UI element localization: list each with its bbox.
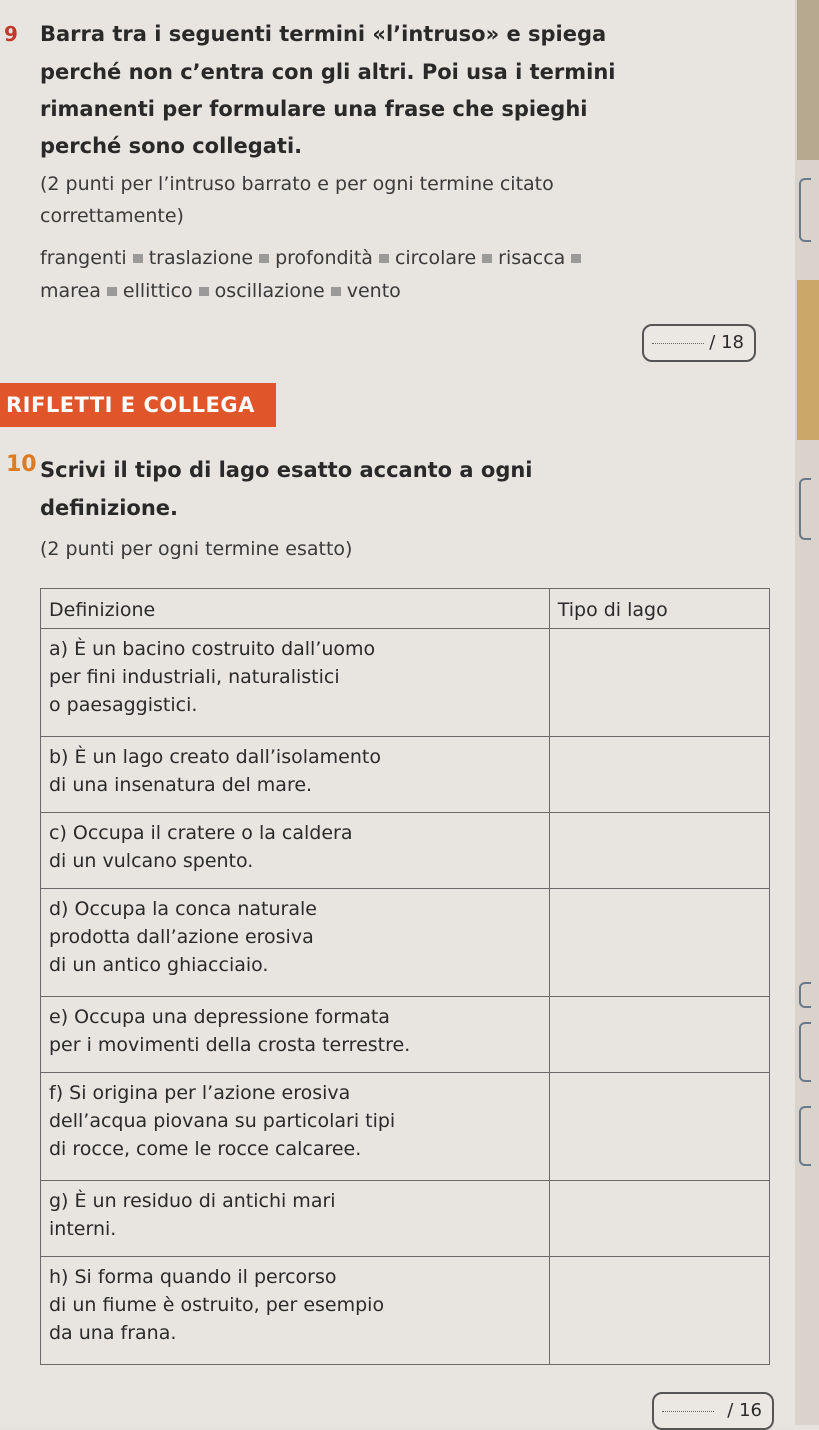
exercise-10-scoring: (2 punti per ogni termine esatto) bbox=[40, 538, 353, 560]
table-row bbox=[41, 1073, 770, 1181]
answer-cell[interactable] bbox=[549, 997, 769, 1073]
exercise-10-score-box[interactable] bbox=[652, 1392, 774, 1430]
term[interactable]: marea bbox=[40, 280, 101, 302]
table-row bbox=[41, 629, 770, 737]
exercise-9-scoring-line-1: (2 punti per l’intruso barrato e per ogni termine citato bbox=[40, 173, 554, 195]
answer-cell[interactable] bbox=[549, 889, 769, 997]
exercise-9-instruction-line-2: perché non c’entra con gli altri. Poi usa i termini bbox=[40, 60, 616, 84]
answer-cell[interactable] bbox=[549, 813, 769, 889]
adjacent-page-photo bbox=[797, 0, 819, 160]
exercise-10-instruction-line-1: Scrivi il tipo di lago esatto accanto a ogni bbox=[40, 458, 533, 482]
section-banner: RIFLETTI E COLLEGA bbox=[0, 383, 276, 427]
separator-square-icon bbox=[107, 287, 117, 296]
terms-list-line-2 bbox=[40, 280, 401, 302]
adjacent-page-photo bbox=[797, 280, 819, 440]
separator-square-icon bbox=[133, 254, 143, 263]
terms-list-line-1 bbox=[40, 247, 587, 269]
adjacent-page-bracket bbox=[799, 1106, 811, 1166]
separator-square-icon bbox=[259, 254, 269, 263]
definition-cell: c) Occupa il cratere o la caldera di un vulcano spento. bbox=[41, 813, 550, 889]
answer-cell[interactable] bbox=[549, 1181, 769, 1257]
separator-square-icon bbox=[571, 254, 581, 263]
term[interactable]: traslazione bbox=[148, 247, 254, 269]
answer-cell[interactable] bbox=[549, 1257, 769, 1365]
score-total: / 18 bbox=[709, 332, 744, 353]
adjacent-page-bracket bbox=[799, 1022, 811, 1082]
separator-square-icon bbox=[482, 254, 492, 263]
term[interactable]: vento bbox=[346, 280, 401, 302]
table-row bbox=[41, 997, 770, 1073]
score-total: / 16 bbox=[727, 1400, 762, 1421]
lake-types-table bbox=[40, 588, 770, 1365]
adjacent-page-bracket bbox=[799, 982, 811, 1008]
term[interactable]: oscillazione bbox=[214, 280, 325, 302]
definition-cell: e) Occupa una depressione formata per i movimenti della crosta terrestre. bbox=[41, 997, 550, 1073]
exercise-10-instruction-line-2: definizione. bbox=[40, 496, 179, 520]
definition-cell: g) È un residuo di antichi mari interni. bbox=[41, 1181, 550, 1257]
term[interactable]: profondità bbox=[275, 247, 373, 269]
term[interactable]: risacca bbox=[498, 247, 566, 269]
separator-square-icon bbox=[379, 254, 389, 263]
term[interactable]: circolare bbox=[394, 247, 477, 269]
answer-cell[interactable] bbox=[549, 629, 769, 737]
adjacent-page-bracket bbox=[799, 178, 811, 242]
exercise-9-instruction-line-3: rimanenti per formulare una frase che spieghi bbox=[40, 97, 588, 121]
term[interactable]: ellittico bbox=[122, 280, 193, 302]
definition-cell: f) Si origina per l’azione erosiva dell’acqua piovana su particolari tipi di rocce, come le rocce calcaree. bbox=[41, 1073, 550, 1181]
table-row bbox=[41, 813, 770, 889]
answer-cell[interactable] bbox=[549, 737, 769, 813]
table-header-row bbox=[41, 589, 770, 629]
table-row bbox=[41, 889, 770, 997]
separator-square-icon bbox=[199, 287, 209, 296]
adjacent-page-bracket bbox=[799, 478, 811, 540]
definition-cell: a) È un bacino costruito dall’uomo per fini industriali, naturalistici o paesaggistici. bbox=[41, 629, 550, 737]
exercise-9-number: 9 bbox=[4, 22, 18, 46]
score-blank bbox=[662, 1411, 714, 1412]
score-blank bbox=[652, 343, 704, 344]
header-lake-type: Tipo di lago bbox=[549, 589, 769, 629]
table-row bbox=[41, 1257, 770, 1365]
table-row bbox=[41, 737, 770, 813]
exercise-9-score-box[interactable] bbox=[642, 324, 756, 362]
exercise-10-number: 10 bbox=[6, 452, 37, 477]
exercise-9-instruction-line-1: Barra tra i seguenti termini «l’intruso» e spiega bbox=[40, 22, 607, 46]
term[interactable]: frangenti bbox=[40, 247, 127, 269]
exercise-9-instruction-line-4: perché sono collegati. bbox=[40, 134, 303, 158]
exercise-9-scoring-line-2: correttamente) bbox=[40, 205, 184, 227]
separator-square-icon bbox=[331, 287, 341, 296]
definition-cell: d) Occupa la conca naturale prodotta dall’azione erosiva di un antico ghiacciaio. bbox=[41, 889, 550, 997]
definition-cell: b) È un lago creato dall’isolamento di una insenatura del mare. bbox=[41, 737, 550, 813]
definition-cell: h) Si forma quando il percorso di un fiume è ostruito, per esempio da una frana. bbox=[41, 1257, 550, 1365]
table-row bbox=[41, 1181, 770, 1257]
answer-cell[interactable] bbox=[549, 1073, 769, 1181]
header-definition: Definizione bbox=[41, 589, 550, 629]
